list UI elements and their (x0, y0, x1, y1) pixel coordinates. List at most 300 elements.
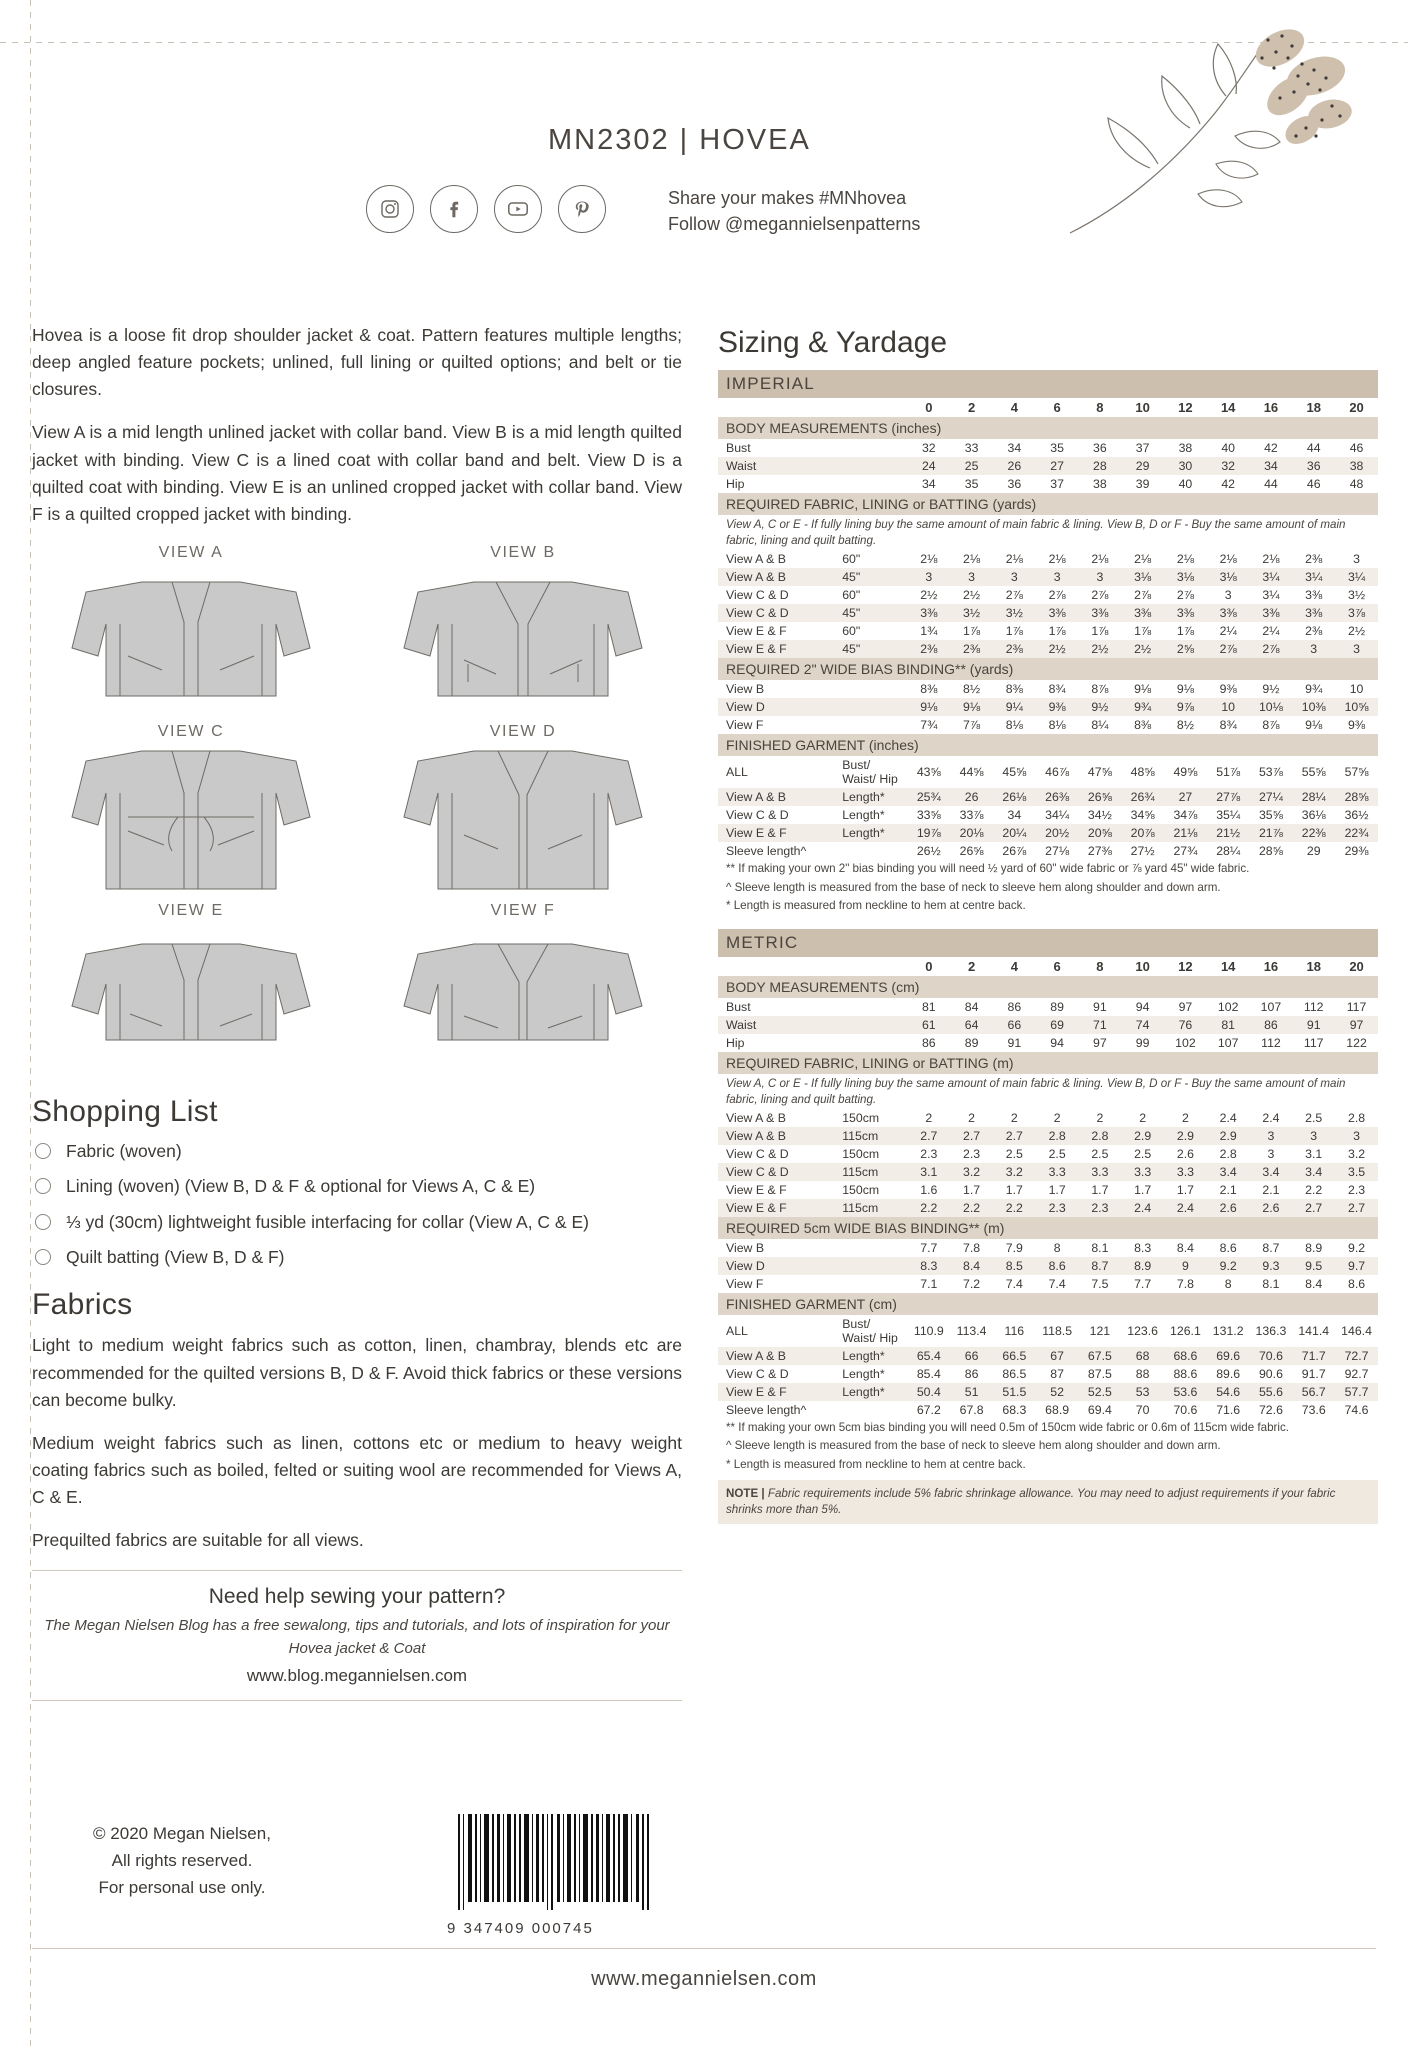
help-url[interactable]: www.blog.megannielsen.com (246, 1666, 468, 1686)
table-cell: 146.4 (1341, 1324, 1372, 1339)
table-cell: 46⅞ (1045, 765, 1070, 780)
table-cell: 87.5 (1087, 1367, 1112, 1382)
imperial-body-measurements (718, 439, 1378, 493)
size-2: 2 (967, 958, 976, 974)
row-sublabel: Length* (842, 1367, 885, 1382)
size-0: 0 (925, 958, 933, 974)
table-cell: 3.3 (1134, 1165, 1152, 1180)
row-sublabel: Bust/ Waist/ Hip (842, 758, 898, 787)
table-cell: 70.6 (1258, 1349, 1283, 1364)
table-cell: 50.4 (916, 1385, 941, 1400)
table-cell: 8⅛ (1005, 718, 1023, 733)
table-cell: 34 (1007, 441, 1022, 455)
table-cell: 67 (1050, 1349, 1064, 1364)
row-sublabel: 60" (842, 552, 861, 567)
table-cell: 8⅛ (1048, 718, 1066, 733)
table-cell: 3⅜ (1048, 606, 1066, 621)
table-cell: 9⅛ (1176, 682, 1194, 697)
row-sublabel: 60" (842, 624, 861, 639)
table-cell: 1⅞ (1048, 624, 1066, 639)
size-8: 8 (1096, 958, 1104, 974)
table-cell: 3⅜ (1176, 606, 1194, 621)
size-16: 16 (1263, 400, 1279, 415)
view-d-illustration (364, 743, 682, 893)
table-cell: 66 (964, 1349, 979, 1364)
table-cell: 2.8 (1091, 1129, 1109, 1144)
table-cell: 27⅛ (1045, 844, 1070, 859)
table-cell: 33 (964, 441, 979, 455)
imperial-fabric-table (718, 550, 1378, 658)
table-cell: 8.6 (1048, 1259, 1066, 1274)
view-e (32, 902, 350, 1077)
row-label: Sleeve length^ (726, 844, 807, 859)
shopping-list-title: Shopping List (32, 1094, 218, 1128)
barcode-number: 9 347409 000745 (447, 1920, 594, 1937)
table-cell: 117 (1303, 1035, 1324, 1050)
table-cell: 9.5 (1305, 1259, 1323, 1274)
table-row (718, 622, 1378, 640)
table-cell: 9⅛ (1305, 718, 1323, 733)
table-cell: 28⅝ (1258, 844, 1283, 859)
table-cell: 72.7 (1344, 1349, 1369, 1364)
imperial-footnote-1: ** If making your own 2" bias binding you will need ½ yard of 60" wide fabric or ⅞ yard 45" wide fabric. (726, 862, 1250, 876)
table-cell: 27 (1178, 790, 1193, 805)
table-cell: 35⅝ (1258, 808, 1283, 823)
table-row (718, 998, 1378, 1016)
table-cell: 1⅞ (1091, 624, 1109, 639)
table-cell: 36 (1093, 441, 1107, 455)
table-cell: 2 (1053, 1111, 1061, 1126)
table-cell: 2⅜ (1005, 642, 1023, 657)
imperial-band: IMPERIAL (718, 370, 1378, 398)
view-d (364, 723, 682, 898)
table-cell: 9½ (1262, 682, 1280, 697)
table-row (718, 756, 1378, 788)
table-cell: 3.1 (920, 1165, 938, 1180)
table-cell: 84 (964, 999, 979, 1014)
row-label: View E & F (726, 642, 787, 657)
table-cell: 25¾ (916, 790, 941, 805)
table-cell: 49⅝ (1173, 765, 1198, 780)
row-sublabel (840, 439, 907, 457)
view-f (364, 902, 682, 1077)
table-cell: 34¼ (1045, 808, 1070, 823)
table-cell: 66.5 (1002, 1349, 1027, 1364)
table-cell: 2⅞ (1262, 642, 1280, 657)
table-cell: 3⅜ (1305, 588, 1323, 603)
row-sublabel (840, 1034, 907, 1052)
table-cell: 3⅛ (1134, 570, 1152, 585)
row-label: View B (726, 682, 765, 697)
page-title: MN2302 | HOVEA (548, 124, 811, 156)
table-cell: 97 (1093, 1035, 1107, 1050)
row-label: Hip (726, 477, 745, 491)
row-label: View C & D (726, 588, 789, 603)
table-cell: 48⅝ (1130, 765, 1155, 780)
table-cell: 99 (1135, 1035, 1150, 1050)
table-cell: 3.4 (1262, 1165, 1280, 1180)
table-cell: 70 (1135, 1403, 1150, 1418)
row-sublabel (840, 1016, 907, 1034)
table-cell: 70.6 (1173, 1403, 1198, 1418)
table-cell: 2⅛ (1262, 552, 1280, 567)
table-cell: 10⅛ (1258, 700, 1283, 715)
table-cell: 67.5 (1087, 1349, 1112, 1364)
left-dashed-rule (30, 0, 31, 2048)
copyright-line-3: For personal use only. (98, 1878, 266, 1898)
table-cell: 19⅞ (916, 826, 941, 841)
row-label: View C & D (726, 606, 789, 621)
table-cell: 2 (1096, 1111, 1104, 1126)
table-cell: 26 (964, 790, 979, 805)
row-sublabel (840, 457, 907, 475)
table-cell: 8.4 (1176, 1241, 1194, 1256)
table-cell: 20½ (1045, 826, 1070, 841)
table-cell: 7.5 (1091, 1277, 1109, 1292)
table-cell: 45⅝ (1002, 765, 1027, 780)
table-cell: 110.9 (913, 1324, 944, 1339)
row-sublabel: 45" (842, 570, 861, 585)
note-text: Fabric requirements include 5% fabric shrinkage allowance. You may need to adjust requirements if your fabric shrinks more than 5%. (726, 1486, 1336, 1517)
table-cell: 1.7 (1091, 1183, 1109, 1198)
row-label: View B (726, 1241, 765, 1256)
table-cell: 3 (1267, 1129, 1275, 1144)
copyright-line-1: © 2020 Megan Nielsen, (93, 1824, 271, 1843)
size-12: 12 (1178, 400, 1193, 415)
table-cell: 89 (964, 1035, 979, 1050)
table-cell: 51⅞ (1216, 765, 1241, 780)
table-cell: 1.6 (920, 1183, 938, 1198)
table-cell: 3⅜ (1305, 606, 1323, 621)
table-cell: 71.6 (1216, 1403, 1241, 1418)
table-row (718, 1365, 1378, 1383)
table-cell: 2.7 (920, 1129, 938, 1144)
row-sublabel: Length* (842, 1385, 885, 1400)
table-cell: 121 (1089, 1324, 1111, 1339)
table-cell: 51.5 (1002, 1385, 1027, 1400)
table-cell: 20⅝ (1087, 826, 1112, 841)
table-row (718, 1199, 1378, 1217)
row-sublabel: 45" (842, 606, 861, 621)
size-10: 10 (1135, 400, 1150, 415)
table-cell: 3 (1353, 1129, 1360, 1144)
share-text (668, 185, 920, 237)
table-cell: 20⅞ (1130, 826, 1155, 841)
imperial-size-header (718, 398, 1378, 417)
table-cell: 74.6 (1344, 1403, 1369, 1418)
table-cell: 38 (1349, 459, 1364, 473)
row-label: ALL (726, 1324, 748, 1339)
table-cell: 22⅜ (1301, 826, 1326, 841)
table-cell: 68.6 (1173, 1349, 1198, 1364)
imperial-body-title: BODY MEASUREMENTS (inches) (718, 417, 1378, 439)
table-cell: 2.2 (920, 1201, 938, 1216)
view-b (364, 544, 682, 719)
table-cell: 8⅜ (920, 682, 938, 697)
table-cell: 7.8 (1176, 1277, 1194, 1292)
row-label: View C & D (726, 1165, 789, 1180)
table-cell: 36⅛ (1301, 808, 1326, 823)
table-cell: 52.5 (1087, 1385, 1112, 1400)
table-cell: 97 (1349, 1017, 1364, 1032)
metric-footnote-1: ** If making your own 5cm bias binding you will need 0.5m of 150cm wide fabric or 0.6m of 115cm wide fabric. (726, 1421, 1289, 1435)
row-sublabel (840, 998, 907, 1016)
table-cell: 2⅞ (1048, 588, 1066, 603)
table-cell: 81 (921, 999, 936, 1014)
view-row-1 (32, 544, 682, 719)
table-cell: 3¼ (1305, 570, 1323, 585)
table-cell: 112 (1261, 1035, 1281, 1050)
table-cell: 2 (1181, 1111, 1189, 1126)
help-box (32, 1570, 682, 1701)
table-cell: 91 (1306, 1017, 1321, 1032)
size-10: 10 (1135, 958, 1150, 974)
youtube-icon[interactable] (494, 185, 542, 233)
table-row (718, 1315, 1378, 1347)
table-cell: 2.4 (1134, 1201, 1152, 1216)
table-cell: 55.6 (1258, 1385, 1283, 1400)
table-cell: 34 (1007, 808, 1022, 823)
social-icons (366, 185, 606, 233)
view-b-illustration (364, 564, 682, 714)
table-cell: 2.5 (1048, 1147, 1066, 1162)
facebook-icon[interactable] (430, 185, 478, 233)
table-cell: 21⅞ (1258, 826, 1283, 841)
size-12: 12 (1178, 958, 1193, 974)
table-cell: 33⅝ (916, 808, 941, 823)
table-cell: 107 (1260, 999, 1282, 1014)
table-cell: 1.7 (1134, 1183, 1152, 1198)
table-cell: 3 (1310, 1129, 1318, 1144)
table-cell: 8¼ (1091, 718, 1109, 733)
row-label: View D (726, 700, 765, 715)
row-sublabel (840, 698, 907, 716)
table-cell: 3 (925, 570, 933, 585)
table-cell: 117 (1346, 999, 1367, 1014)
table-cell: 3 (1353, 642, 1360, 657)
table-cell: 2.4 (1262, 1111, 1280, 1126)
table-cell: 8.1 (1091, 1241, 1109, 1256)
table-row (718, 586, 1378, 604)
table-cell: 40 (1221, 441, 1236, 455)
table-cell: 2⅛ (1005, 552, 1023, 567)
metric-fabric-table (718, 1109, 1378, 1217)
table-cell: 74 (1135, 1017, 1150, 1032)
row-sublabel: Length* (842, 790, 885, 805)
table-cell: 9⅛ (963, 700, 981, 715)
table-cell: 69.6 (1216, 1349, 1241, 1364)
row-label: View A & B (726, 1129, 786, 1144)
table-cell: 8.6 (1347, 1277, 1366, 1292)
table-cell: 3 (1353, 552, 1360, 567)
list-item: ⅓ yd (30cm) lightweight fusible interfacing for collar (View A, C & E) (32, 1210, 682, 1235)
table-cell: 2.9 (1219, 1129, 1237, 1144)
table-cell: 8⅞ (1262, 718, 1280, 733)
table-cell: 21⅛ (1173, 826, 1198, 841)
table-cell: 8.4 (963, 1259, 981, 1274)
table-cell: 86 (921, 1035, 936, 1050)
note-label: NOTE | (726, 1486, 765, 1500)
table-cell: 1¾ (920, 624, 938, 639)
table-cell: 122 (1346, 1035, 1367, 1050)
row-label: View D (726, 1259, 765, 1274)
table-cell: 2.5 (1091, 1147, 1109, 1162)
table-cell: 3⅜ (1262, 606, 1280, 621)
help-body: The Megan Nielsen Blog has a free sewalong, tips and tutorials, and lots of inspiration for your Hovea jacket & Coat (44, 1617, 670, 1657)
intro-paragraph-2: View A is a mid length unlined jacket with collar band. View B is a mid length quilted jacket with binding. View C is a lined coat with collar band and belt. View D is a quilted coat with binding. View E is an unlined cropped jacket with collar band. View F is a quilted cropped jacket with binding. (32, 422, 682, 524)
table-cell: 3½ (1005, 606, 1023, 621)
table-cell: 3½ (1347, 588, 1366, 603)
table-cell: 81 (1221, 1017, 1236, 1032)
table-cell: 29 (1306, 844, 1321, 859)
table-cell: 1.7 (1048, 1183, 1066, 1198)
metric-finished-title: FINISHED GARMENT (cm) (718, 1293, 1378, 1315)
table-cell: 76 (1178, 1017, 1193, 1032)
table-cell: 1⅞ (1176, 624, 1194, 639)
view-e-illustration (32, 922, 350, 1072)
table-cell: 2⅛ (1048, 552, 1066, 567)
table-cell: 52 (1050, 1385, 1064, 1400)
table-cell: 131.2 (1212, 1324, 1244, 1339)
metric-body-title: BODY MEASUREMENTS (cm) (718, 976, 1378, 998)
table-cell: 3 (1310, 642, 1318, 657)
table-cell: 2 (968, 1111, 975, 1126)
table-cell: 2.4 (1176, 1201, 1194, 1216)
table-cell: 141.4 (1298, 1324, 1330, 1339)
table-cell: 94 (1135, 999, 1150, 1014)
table-cell: 88.6 (1173, 1367, 1198, 1382)
table-cell: 2.2 (1305, 1183, 1323, 1198)
instagram-icon[interactable] (366, 185, 414, 233)
fabrics-paragraph-1: Light to medium weight fabrics such as cotton, linen, chambray, blends etc are recommended for the quilted versions B, D & F. Avoid thick fabrics or these versions can become bulky. (32, 1335, 682, 1410)
sizing-title: Sizing & Yardage (718, 326, 948, 359)
table-cell: 86 (1007, 999, 1022, 1014)
table-cell: 73.6 (1301, 1403, 1326, 1418)
table-cell: 27⅞ (1216, 790, 1241, 805)
table-cell: 89.6 (1216, 1367, 1241, 1382)
table-cell: 102 (1175, 1035, 1196, 1050)
table-cell: 2.8 (1347, 1111, 1366, 1126)
table-cell: 30 (1178, 459, 1193, 473)
view-b-label: VIEW B (490, 543, 556, 561)
size-20: 20 (1349, 400, 1364, 415)
table-cell: 68.9 (1045, 1403, 1070, 1418)
list-item: Fabric (woven) (32, 1139, 682, 1164)
table-cell: 3.2 (1347, 1147, 1366, 1162)
row-sublabel (840, 1275, 907, 1293)
table-cell: 46 (1306, 477, 1321, 491)
table-cell: 2.3 (963, 1147, 981, 1162)
table-cell: 9⅞ (1176, 700, 1194, 715)
table-row (718, 1275, 1378, 1293)
table-cell: 2 (1010, 1111, 1018, 1126)
size-6: 6 (1053, 400, 1061, 415)
table-cell: 9⅜ (1048, 700, 1066, 715)
table-cell: 22¾ (1344, 826, 1369, 841)
metric-finished-table (718, 1315, 1378, 1419)
table-cell: 38 (1178, 441, 1193, 455)
table-row (718, 842, 1378, 860)
table-cell: 90.6 (1258, 1367, 1283, 1382)
table-row (718, 680, 1378, 698)
table-cell: 7.9 (1005, 1241, 1023, 1256)
table-cell: 71.7 (1301, 1349, 1326, 1364)
table-cell: 3 (1010, 570, 1018, 585)
table-cell: 9¼ (1005, 700, 1023, 715)
table-cell: 91 (1093, 999, 1107, 1014)
pinterest-icon[interactable] (558, 185, 606, 233)
view-c-illustration (32, 743, 350, 893)
table-cell: 3⅞ (1347, 606, 1366, 621)
row-label: Hip (726, 1035, 745, 1050)
table-cell: 2⅛ (1091, 552, 1109, 567)
row-sublabel: 150cm (842, 1147, 880, 1162)
table-cell: 2.8 (1048, 1129, 1066, 1144)
size-8: 8 (1096, 400, 1104, 415)
table-cell: 2⅞ (1219, 642, 1237, 657)
table-cell: 2⅛ (1176, 552, 1194, 567)
table-row (718, 1016, 1378, 1034)
table-cell: 44⅝ (959, 765, 984, 780)
table-cell: 2.3 (1048, 1201, 1066, 1216)
table-cell: 2½ (1091, 642, 1109, 657)
table-cell: 2½ (963, 588, 981, 603)
table-cell: 65.4 (916, 1349, 941, 1364)
row-label: View E & F (726, 1201, 787, 1216)
table-cell: 66 (1007, 1017, 1022, 1032)
table-cell: 27¼ (1258, 790, 1283, 805)
table-cell: 2⅜ (1305, 624, 1323, 639)
table-cell: 3.4 (1219, 1165, 1237, 1180)
size-18: 18 (1306, 400, 1321, 415)
table-cell: 34 (921, 477, 936, 491)
metric-bias-table (718, 1239, 1378, 1293)
table-cell: 25 (964, 459, 979, 473)
imperial-finished-title: FINISHED GARMENT (inches) (718, 734, 1378, 756)
table-row (718, 824, 1378, 842)
table-row (718, 1383, 1378, 1401)
table-cell: 40 (1178, 477, 1193, 491)
view-a (32, 544, 350, 719)
table-cell: 9⅜ (1219, 682, 1237, 697)
table-cell: 8⅜ (1005, 682, 1023, 697)
row-label: View C & D (726, 1367, 789, 1382)
table-cell: 3.5 (1347, 1165, 1366, 1180)
table-cell: 92.7 (1344, 1367, 1369, 1382)
table-cell: 44 (1306, 441, 1321, 455)
table-cell: 7.8 (963, 1241, 981, 1256)
table-cell: 38 (1093, 477, 1107, 491)
table-cell: 53⅞ (1258, 765, 1283, 780)
table-cell: 3⅜ (1091, 606, 1109, 621)
table-cell: 112 (1303, 999, 1324, 1014)
view-a-illustration (32, 564, 350, 714)
table-row (718, 457, 1378, 475)
view-f-label: VIEW F (490, 901, 556, 919)
table-row (718, 1145, 1378, 1163)
table-cell: 86 (964, 1367, 979, 1382)
table-cell: 7.4 (1005, 1277, 1023, 1292)
table-cell: 3¼ (1262, 570, 1280, 585)
table-row (718, 1401, 1378, 1419)
table-cell: 24 (921, 459, 936, 473)
row-sublabel: 150cm (842, 1111, 880, 1126)
view-f-illustration (364, 922, 682, 1072)
table-cell: 29 (1135, 459, 1150, 473)
table-cell: 126.1 (1170, 1324, 1201, 1339)
table-row (718, 1127, 1378, 1145)
row-sublabel (840, 842, 907, 860)
